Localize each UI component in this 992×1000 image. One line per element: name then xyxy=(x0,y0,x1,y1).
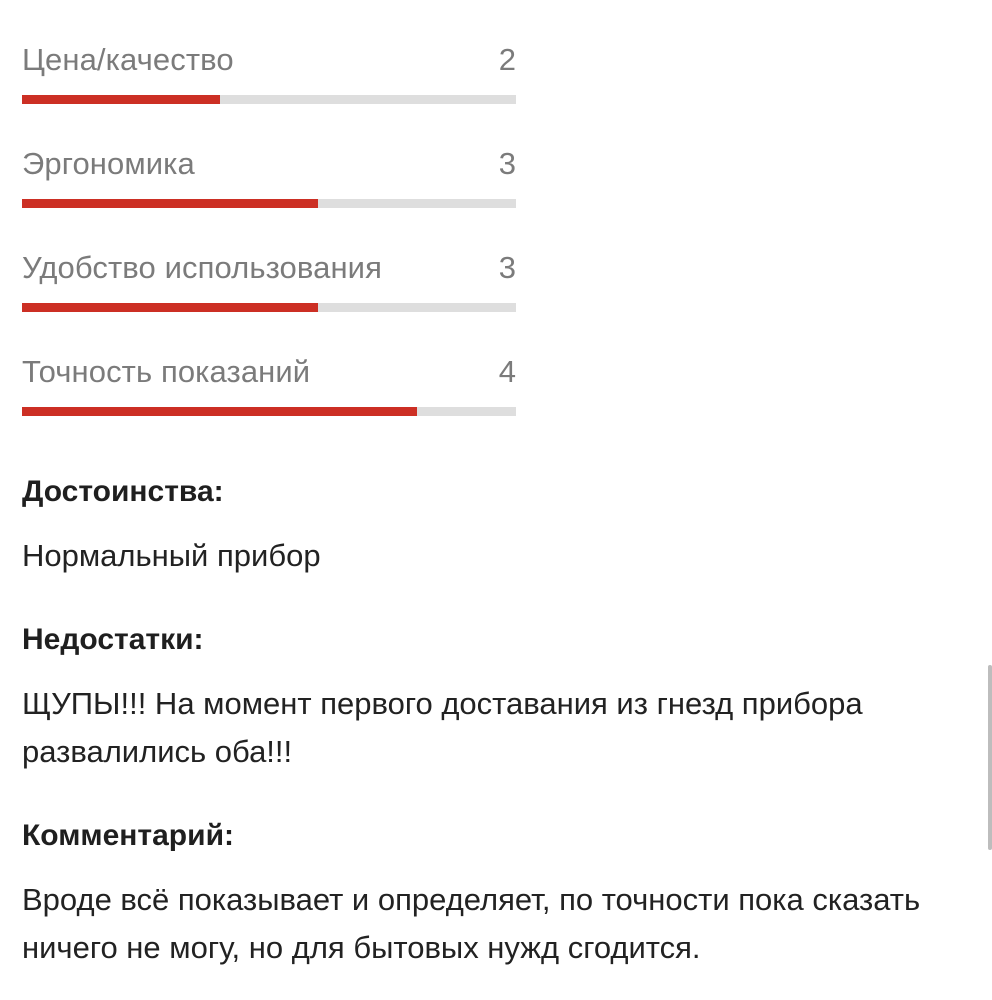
rating-bar-fill xyxy=(22,303,318,312)
rating-value: 3 xyxy=(498,146,516,181)
pros-section xyxy=(22,474,962,580)
rating-label: Точность показаний xyxy=(22,354,311,389)
comment-section xyxy=(22,818,962,972)
rating-value: 2 xyxy=(498,42,516,77)
rating-bar-track xyxy=(22,303,516,312)
rating-value: 4 xyxy=(498,354,516,389)
comment-title: Комментарий: xyxy=(22,819,235,852)
rating-bar-track xyxy=(22,95,516,104)
rating-bar-fill xyxy=(22,199,318,208)
rating-bar-fill xyxy=(22,407,417,416)
rating-row-price-quality xyxy=(22,0,516,104)
cons-text: ЩУПЫ!!! На момент первого доставания из гнезд прибора развалились оба!!! xyxy=(22,686,863,769)
cons-section xyxy=(22,622,962,776)
rating-row-ergonomics xyxy=(22,104,516,208)
ratings-list xyxy=(22,0,516,416)
cons-title: Недостатки: xyxy=(22,623,204,656)
rating-value: 3 xyxy=(498,250,516,285)
pros-text: Нормальный прибор xyxy=(22,538,321,573)
rating-bar-track xyxy=(22,407,516,416)
rating-bar-fill xyxy=(22,95,220,104)
rating-row-usability xyxy=(22,208,516,312)
review-content xyxy=(22,0,962,965)
rating-label: Удобство использования xyxy=(22,250,382,285)
rating-label: Цена/качество xyxy=(22,42,234,77)
comment-text: Вроде всё показывает и определяет, по точности пока сказать ничего не могу, но для бытовых нужд сгодится. xyxy=(22,882,921,965)
pros-title: Достоинства: xyxy=(22,475,224,508)
scrollbar[interactable] xyxy=(988,665,992,850)
rating-row-accuracy xyxy=(22,312,516,416)
rating-bar-track xyxy=(22,199,516,208)
rating-label: Эргономика xyxy=(22,146,195,181)
